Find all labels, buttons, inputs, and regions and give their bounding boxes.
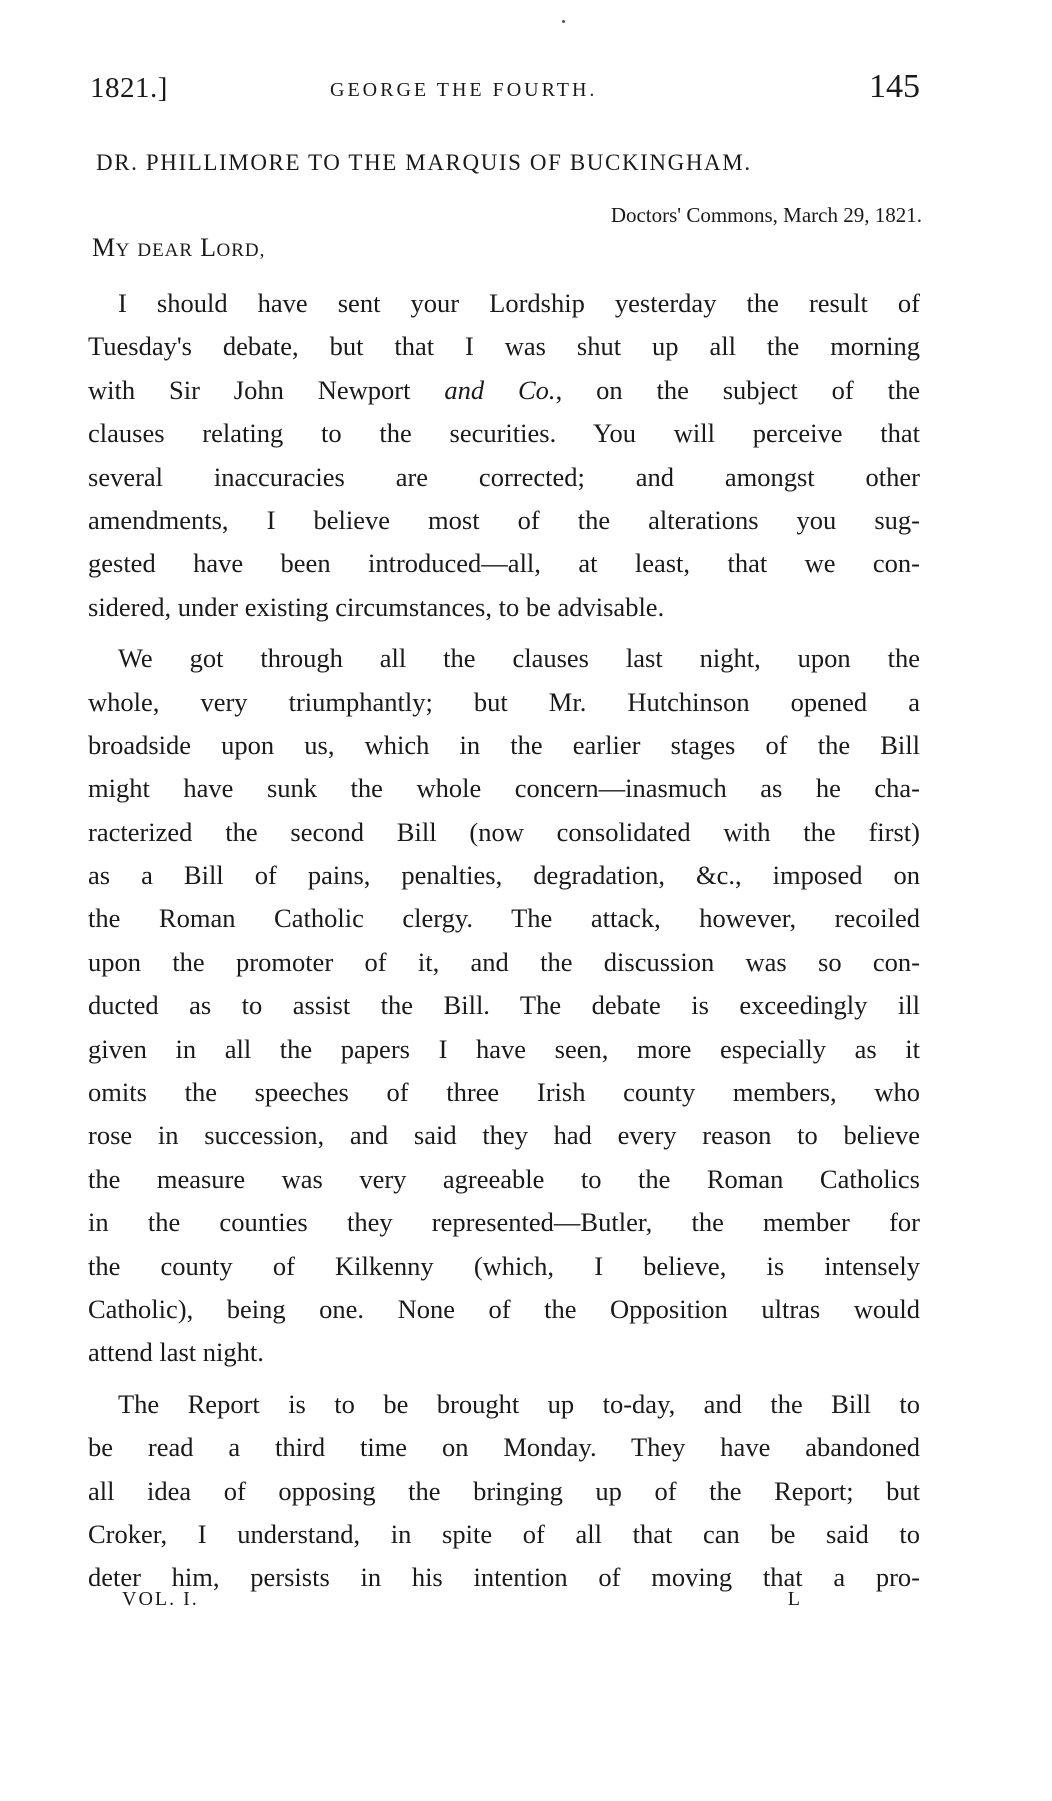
text-line: omits the speeches of three Irish county members, who (88, 1077, 920, 1108)
text-line: all idea of opposing the bringing up of the Report; but (88, 1475, 920, 1506)
running-head-year: 1821.] (90, 72, 168, 104)
text-line: the county of Kilkenny (which, I believe, is intensely (88, 1250, 920, 1281)
paragraph-gap (88, 1375, 920, 1383)
text-line: might have sunk the whole concern—inasmuch as he cha- (88, 773, 920, 804)
paragraph (88, 637, 920, 1375)
running-head (90, 68, 920, 114)
salutation-initial-m: M (92, 233, 116, 262)
salutation-y: Y (115, 240, 131, 261)
text-line: several inaccuracies are corrected; and amongst other (88, 461, 920, 492)
text-line: broadside upon us, which in the earlier stages of the Bill (88, 729, 920, 760)
paragraph (88, 1383, 920, 1600)
italic-phrase: and Co. (444, 374, 556, 405)
text-line: clauses relating to the securities. You will perceive that (88, 418, 920, 449)
text-line: given in all the papers I have seen, more especially as it (88, 1033, 920, 1064)
text-line: deter him, persists in his intention of moving that a pro- (88, 1562, 920, 1593)
salutation-initial-l: L (200, 233, 217, 262)
text-line: be read a third time on Monday. They have abandoned (88, 1432, 920, 1463)
text-line: ducted as to assist the Bill. The debate is exceedingly ill (88, 990, 920, 1021)
text-line: rose in succession, and said they had every reason to believe (88, 1120, 920, 1151)
text-line: We got through all the clauses last night, upon the (118, 643, 920, 674)
text-line: in the counties they represented—Butler, the member for (88, 1207, 920, 1238)
paragraph (88, 282, 920, 629)
text-line: sidered, under existing circumstances, to be advisable. (88, 591, 665, 622)
page-number: 145 (869, 68, 920, 105)
text-line: gested have been introduced—all, at least, that we con- (88, 548, 920, 579)
volume-label: VOL. I. (122, 1588, 199, 1610)
text-line: The Report is to be brought up to-day, and the Bill to (118, 1388, 920, 1419)
text-line: whole, very triumphantly; but Mr. Hutchinson opened a (88, 686, 920, 717)
text-line: Catholic), being one. None of the Opposition ultras would (88, 1293, 920, 1324)
text-line: I should have sent your Lordship yesterday the result of (118, 288, 920, 318)
text-line: Croker, I understand, in spite of all that can be said to (88, 1518, 920, 1549)
text-line: attend last night. (88, 1337, 264, 1368)
paragraph-gap (88, 629, 920, 637)
salutation-dear: DEAR (137, 240, 194, 261)
text-line: the Roman Catholic clergy. The attack, however, recoiled (88, 903, 920, 934)
running-head-title: GEORGE THE FOURTH. (330, 79, 598, 101)
letter-body (88, 282, 920, 1600)
letter-heading: DR. PHILLIMORE TO THE MARQUIS OF BUCKINGHAM. (96, 150, 752, 175)
salutation-ord: ORD, (216, 240, 266, 261)
text-line: upon the promoter of it, and the discussion was so con- (88, 946, 920, 977)
text-line: as a Bill of pains, penalties, degradation, &c., imposed on (88, 860, 920, 891)
text-line: racterized the second Bill (now consolidated with the first) (88, 816, 920, 847)
letter-salutation (92, 233, 265, 263)
paper-speck (562, 20, 565, 23)
text-line: the measure was very agreeable to the Roman Catholics (88, 1163, 920, 1194)
text-line: Tuesday's debate, but that I was shut up all the morning (88, 331, 920, 362)
signature-mark: L (787, 1588, 802, 1610)
text-line: amendments, I believe most of the alterations you sug- (88, 504, 920, 535)
text-line: with Sir John Newport and Co., on the subject of the (88, 374, 920, 405)
letter-dateline: Doctors' Commons, March 29, 1821. (610, 203, 922, 227)
